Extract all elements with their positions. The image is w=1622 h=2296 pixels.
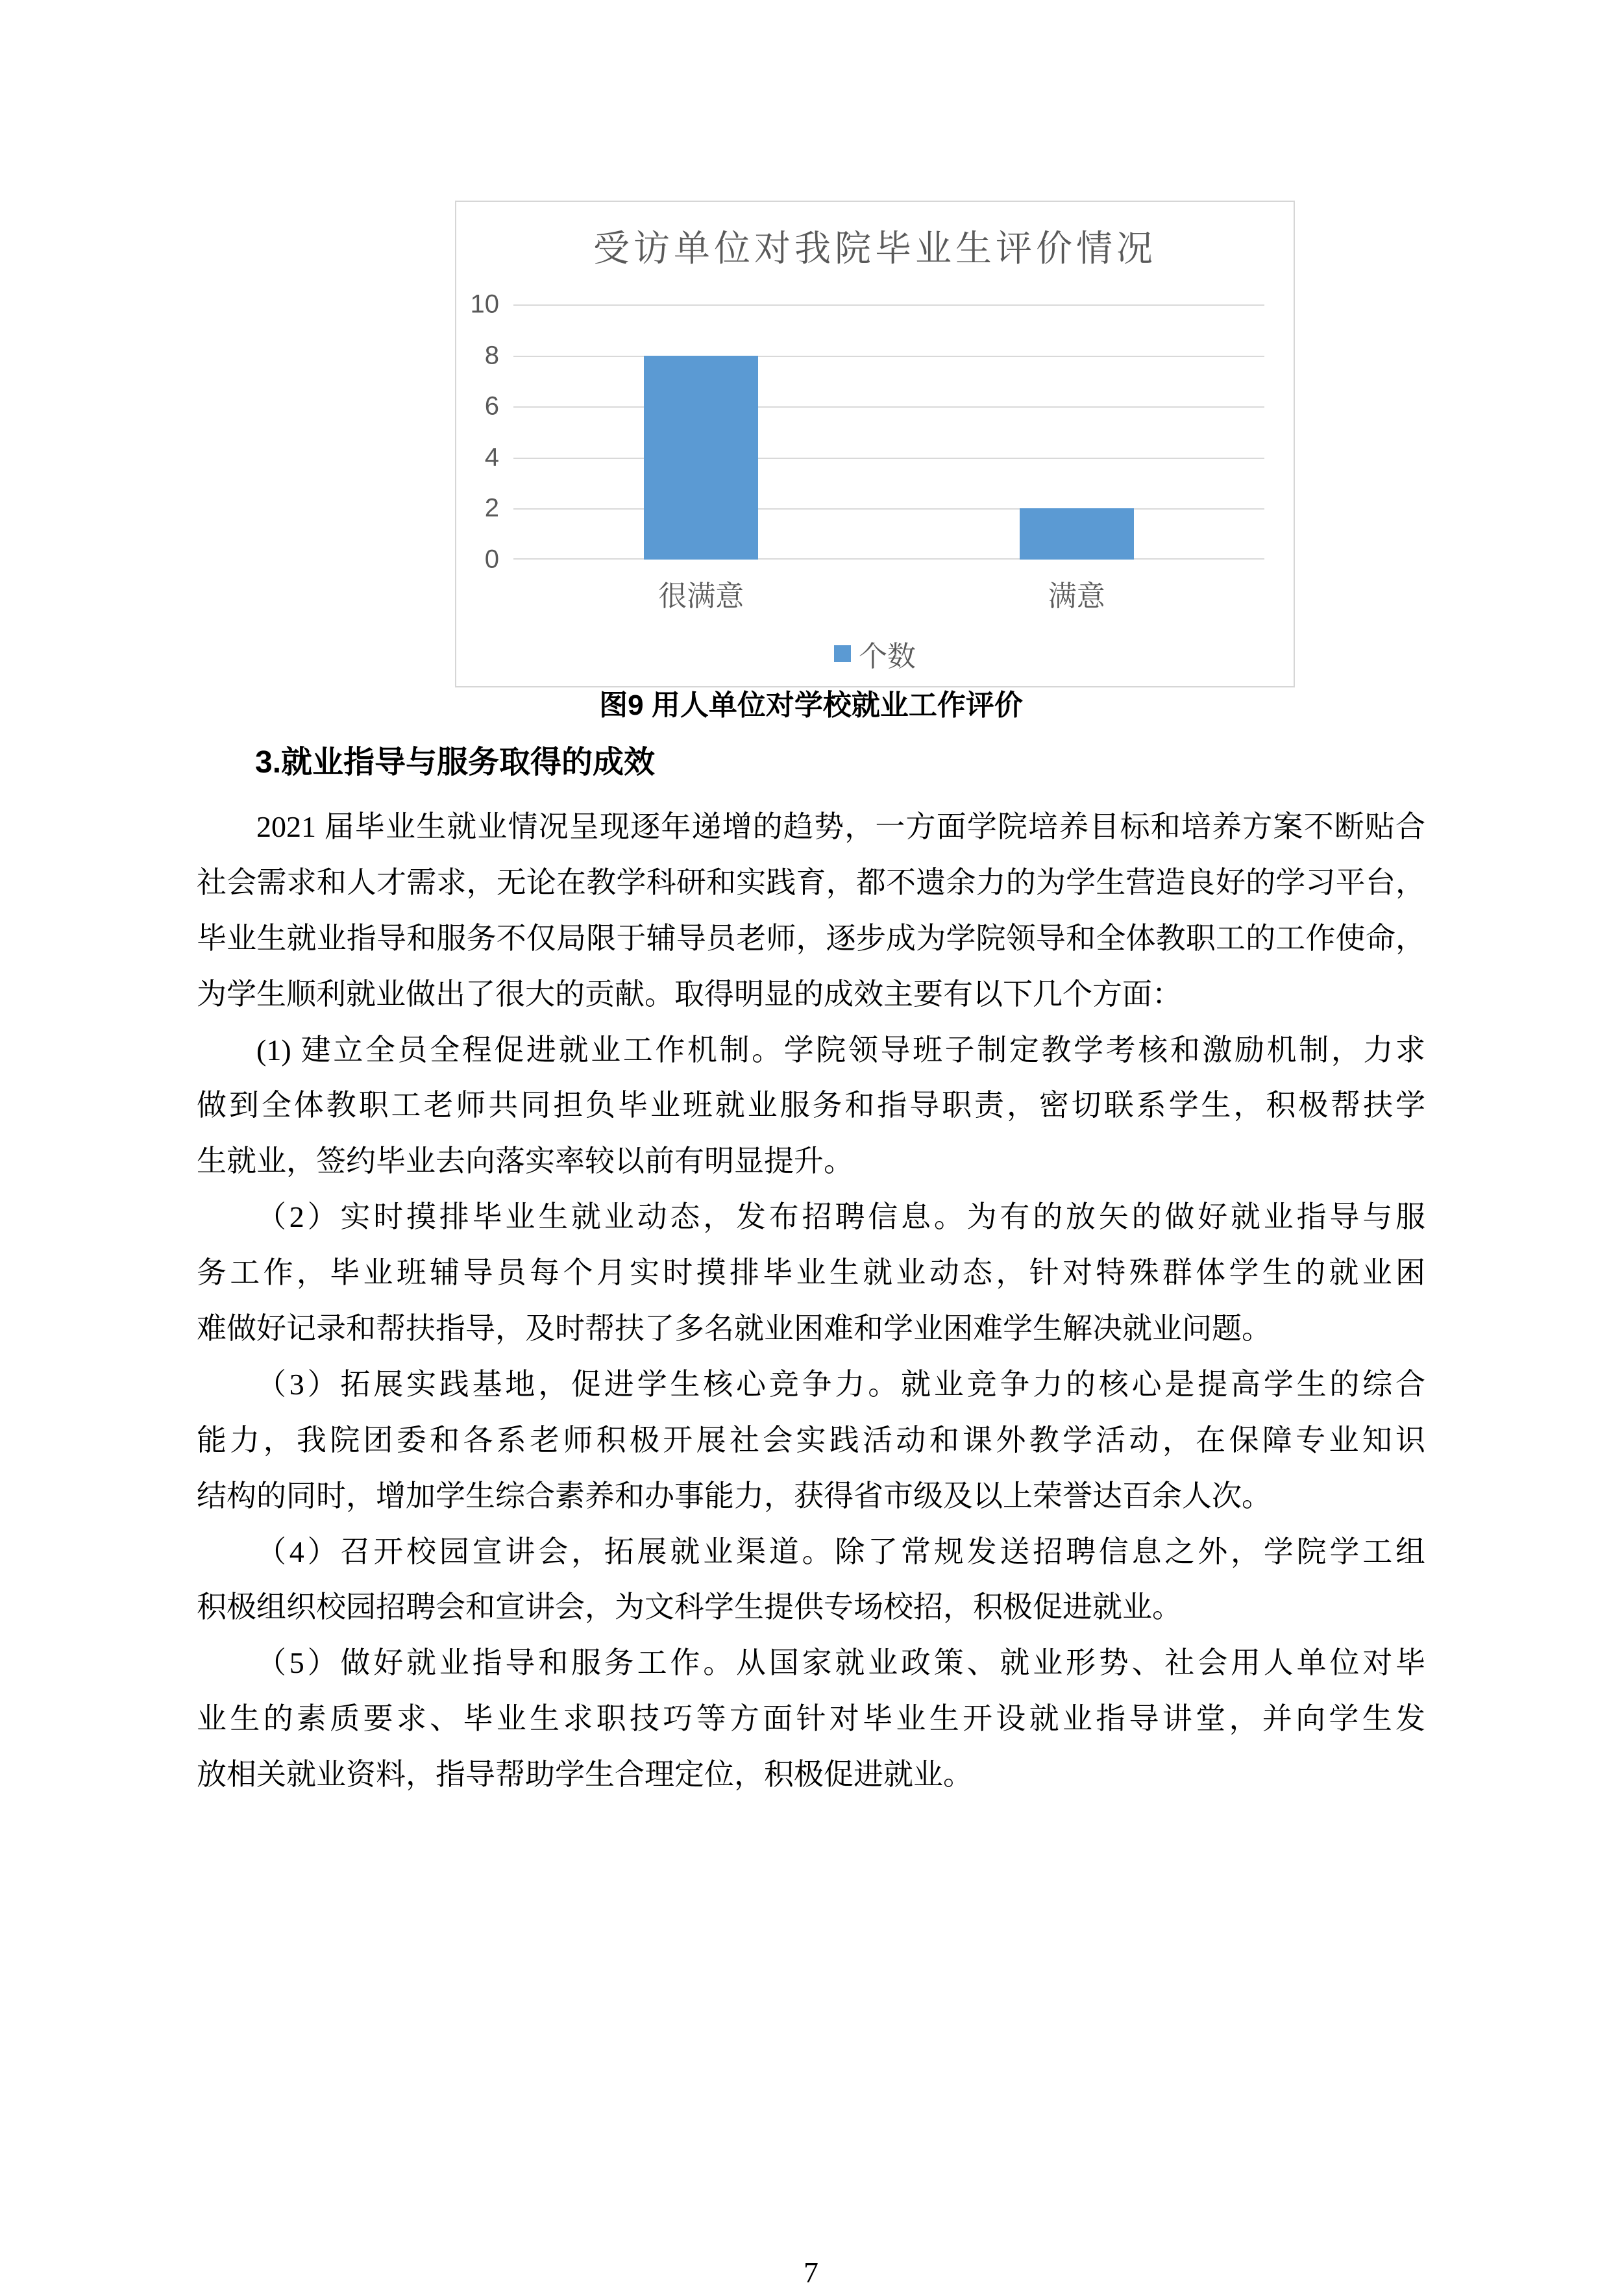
gridline	[513, 508, 1264, 510]
body-line: 2021 届毕业生就业情况呈现逐年递增的趋势，一方面学院培养目标和培养方案不断贴合	[256, 810, 1425, 843]
x-axis-category-label: 满意	[1048, 580, 1105, 612]
y-axis-tick-label: 6	[484, 391, 499, 421]
body-line: 业生的素质要求、毕业生求职技巧等方面针对毕业生开设就业指导讲堂，并向学生发	[197, 1702, 1425, 1736]
x-axis-category-label: 很满意	[658, 580, 744, 612]
body-line: （5）做好就业指导和服务工作。从国家就业政策、就业形势、社会用人单位对毕	[256, 1646, 1425, 1680]
bar-chart	[455, 201, 1295, 687]
gridline	[513, 558, 1264, 560]
body-line: 社会需求和人才需求，无论在教学科研和实践育，都不遗余力的为学生营造良好的学习平台，	[197, 865, 1425, 899]
gridline	[513, 406, 1264, 408]
bar	[1020, 508, 1134, 560]
body-line: 结构的同时，增加学生综合素养和办事能力，获得省市级及以上荣誉达百余人次。	[197, 1479, 1272, 1512]
page-number: 7	[804, 2256, 818, 2289]
body-line: 做到全体教职工老师共同担负毕业班就业服务和指导职责，密切联系学生，积极帮扶学	[197, 1089, 1425, 1122]
section-heading: 3.就业指导与服务取得的成效	[255, 745, 656, 780]
body-line: 难做好记录和帮扶指导，及时帮扶了多名就业困难和学业困难学生解决就业问题。	[197, 1312, 1272, 1346]
y-axis-tick-label: 0	[484, 545, 499, 574]
gridline	[513, 356, 1264, 357]
chart-plot-area	[470, 290, 1264, 612]
body-line: （2）实时摸排毕业生就业动态，发布招聘信息。为有的放矢的做好就业指导与服	[256, 1200, 1425, 1234]
body-text	[197, 799, 1425, 1803]
y-axis-tick-label: 8	[484, 341, 499, 370]
y-axis-tick-label: 2	[484, 493, 499, 523]
body-line: 务工作，毕业班辅导员每个月实时摸排毕业生就业动态，针对特殊群体学生的就业困	[197, 1256, 1425, 1290]
chart-title: 受访单位对我院毕业生评价情况	[593, 228, 1157, 269]
body-line: 为学生顺利就业做出了很大的贡献。取得明显的成效主要有以下几个方面：	[197, 977, 1182, 1011]
body-line: 积极组织校园招聘会和宣讲会，为文科学生提供专场校招，积极促进就业。	[197, 1590, 1182, 1624]
body-line: 放相关就业资料，指导帮助学生合理定位，积极促进就业。	[197, 1758, 973, 1792]
bar	[644, 356, 758, 560]
body-line: 能力，我院团委和各系老师积极开展社会实践活动和课外教学活动，在保障专业知识	[197, 1423, 1425, 1457]
chart-legend	[456, 633, 1294, 674]
body-line: （3）拓展实践基地，促进学生核心竞争力。就业竞争力的核心是提高学生的综合	[256, 1367, 1425, 1401]
y-axis-tick-label: 10	[470, 290, 499, 319]
body-line: 毕业生就业指导和服务不仅局限于辅导员老师，逐步成为学院领导和全体教职工的工作使命，	[197, 921, 1425, 955]
gridline	[513, 458, 1264, 459]
body-line: 生就业，签约毕业去向落实率较以前有明显提升。	[197, 1144, 854, 1178]
body-line: （4）召开校园宣讲会，拓展就业渠道。除了常规发送招聘信息之外，学院学工组	[256, 1535, 1425, 1568]
legend-label: 个数	[859, 641, 916, 673]
y-axis-tick-label: 4	[484, 443, 499, 472]
gridline	[513, 304, 1264, 306]
figure-caption: 图9 用人单位对学校就业工作评价	[599, 689, 1023, 721]
legend-swatch-icon	[834, 645, 851, 662]
body-line: (1) 建立全员全程促进就业工作机制。学院领导班子制定教学考核和激励机制，力求	[256, 1033, 1425, 1067]
